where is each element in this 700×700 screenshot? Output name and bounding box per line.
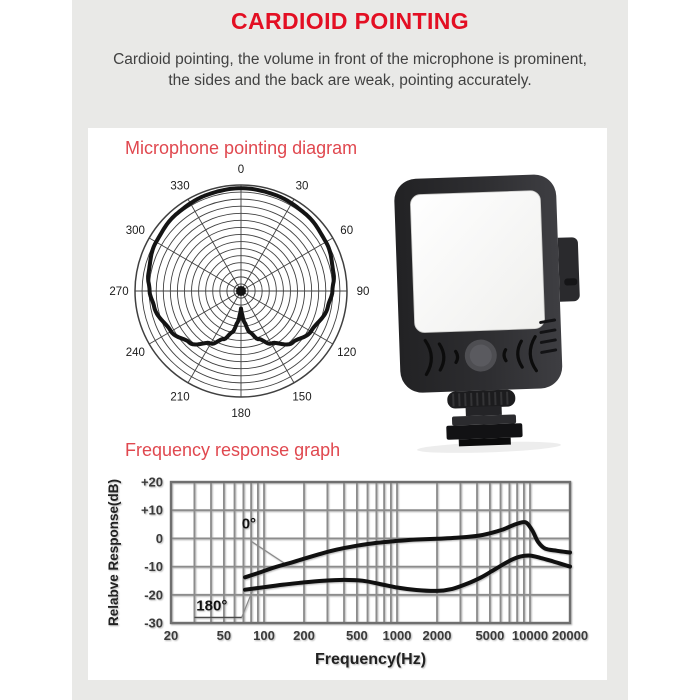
polar-center-dot: [236, 286, 246, 296]
product-photo: [384, 154, 608, 454]
svg-text:300: 300: [125, 225, 145, 237]
svg-text:5000: 5000: [475, 628, 505, 643]
svg-text:50: 50: [216, 628, 232, 643]
frequency-section-heading: Frequency response graph: [125, 440, 341, 460]
side-mount-tab: [558, 237, 580, 302]
curve-annotation: 0°: [241, 515, 257, 533]
y-axis-label: Relabve Response(dB): [106, 478, 121, 627]
cold-shoe-mount: [445, 389, 523, 447]
diffuser-screen: [410, 190, 545, 332]
svg-text:500: 500: [346, 628, 368, 643]
svg-text:30: 30: [295, 180, 309, 193]
svg-text:90: 90: [356, 286, 370, 298]
svg-text:20: 20: [163, 628, 179, 643]
page-title: CARDIOID POINTING: [230, 8, 470, 34]
svg-text:2000: 2000: [422, 628, 452, 643]
content-card: [88, 128, 607, 680]
svg-text:270: 270: [109, 286, 129, 298]
svg-text:-30: -30: [144, 615, 163, 631]
svg-text:1000: 1000: [382, 628, 412, 643]
svg-text:+10: +10: [140, 502, 163, 518]
response-curve: [245, 522, 570, 577]
svg-text:0: 0: [237, 164, 245, 176]
svg-text:150: 150: [292, 391, 312, 404]
svg-text:+20: +20: [140, 474, 163, 490]
svg-text:200: 200: [293, 628, 315, 643]
background-panel: [72, 0, 628, 700]
freq-grid: [171, 482, 570, 623]
svg-text:120: 120: [337, 347, 357, 359]
svg-text:10000: 10000: [511, 628, 549, 643]
polar-pattern-chart: [98, 162, 388, 426]
svg-text:210: 210: [170, 391, 190, 404]
svg-text:330: 330: [170, 180, 190, 193]
side-slot: [564, 278, 577, 285]
led-light-device: [394, 173, 586, 454]
svg-text:-10: -10: [144, 559, 163, 575]
svg-text:100: 100: [253, 628, 275, 643]
frequency-response-chart: [88, 458, 607, 680]
svg-text:180: 180: [231, 408, 251, 420]
polar-section-heading: Microphone pointing diagram: [125, 138, 358, 158]
svg-text:-20: -20: [144, 587, 163, 603]
description-line-2: the sides and the back are weak, pointing accurately.: [168, 72, 532, 89]
description: [72, 49, 628, 91]
svg-text:240: 240: [125, 347, 145, 359]
curve-annotation: 180°: [196, 597, 228, 615]
description-line-1: Cardioid pointing, the volume in front of the microphone is prominent,: [113, 51, 587, 68]
x-axis-label: Frequency(Hz): [314, 651, 427, 668]
svg-text:0: 0: [155, 530, 163, 546]
svg-text:60: 60: [340, 225, 354, 237]
header: [72, 8, 628, 91]
svg-text:20000: 20000: [551, 628, 589, 643]
